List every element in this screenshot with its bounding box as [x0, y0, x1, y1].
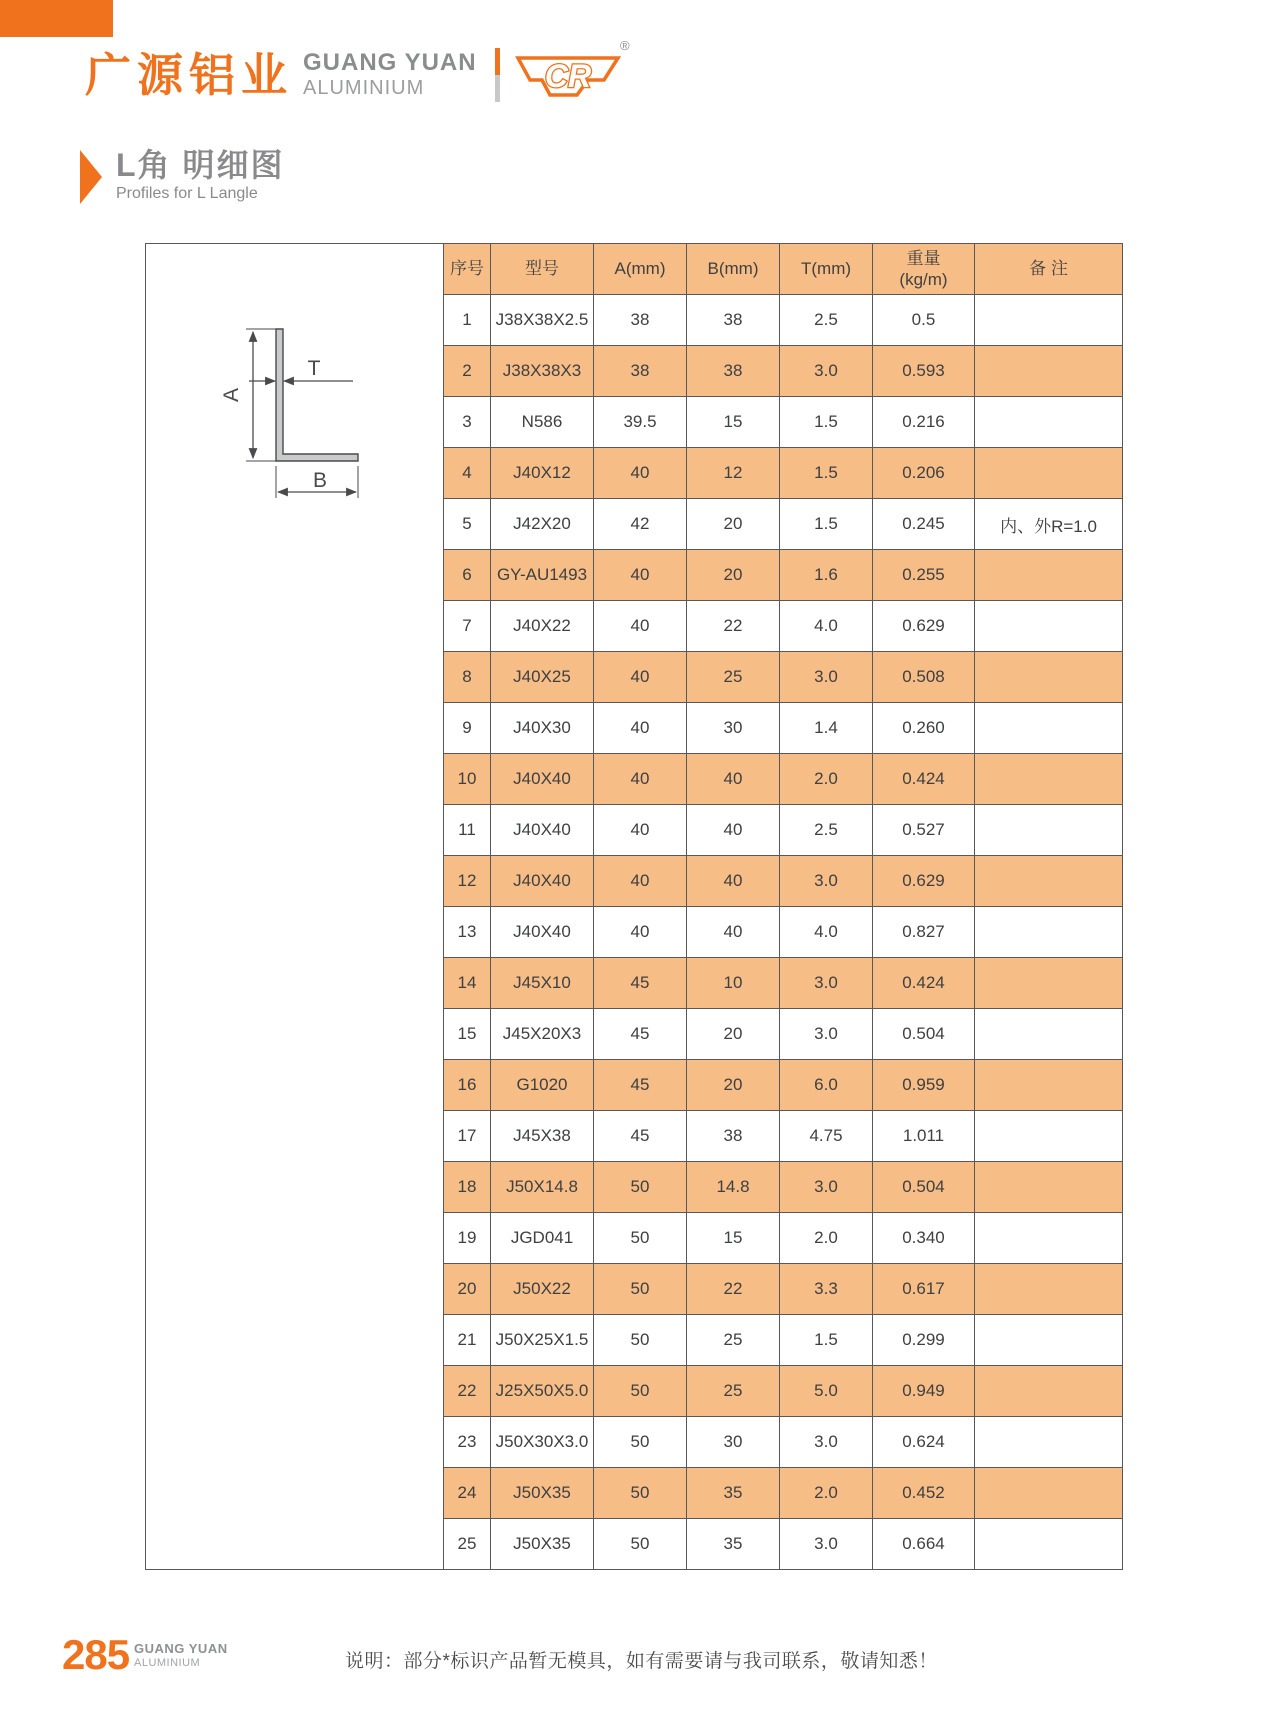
table-row: [444, 856, 1123, 907]
table-cell: 40: [687, 805, 780, 856]
table-row: [444, 907, 1123, 958]
table-row: [444, 1162, 1123, 1213]
table-cell: 1.5: [780, 397, 873, 448]
table-cell: 3.0: [780, 856, 873, 907]
table-cell: [975, 1009, 1123, 1060]
table-cell: 0.593: [873, 346, 975, 397]
table-cell: 0.206: [873, 448, 975, 499]
table-row: [444, 1468, 1123, 1519]
table-cell: 50: [594, 1366, 687, 1417]
table-row: [444, 1213, 1123, 1264]
brand-mark-icon: [514, 38, 630, 108]
content-area: [145, 243, 1123, 1570]
table-cell: J50X22: [491, 1264, 594, 1315]
table-cell: J40X40: [491, 805, 594, 856]
table-row: [444, 550, 1123, 601]
table-cell: 38: [687, 346, 780, 397]
table-cell: 25: [687, 1366, 780, 1417]
table-cell: 3.0: [780, 346, 873, 397]
table-cell: 0.629: [873, 601, 975, 652]
page-subtitle: Profiles for L Langle: [116, 185, 258, 203]
table-cell: J40X25: [491, 652, 594, 703]
table-row: [444, 397, 1123, 448]
brand-industry-en: ALUMINIUM: [303, 76, 425, 99]
table-cell: 11: [444, 805, 491, 856]
brand-header: [85, 38, 630, 108]
table-cell: J45X20X3: [491, 1009, 594, 1060]
table-cell: [975, 295, 1123, 346]
table-cell: 22: [444, 1366, 491, 1417]
table-cell: J42X20: [491, 499, 594, 550]
table-cell: 3.3: [780, 1264, 873, 1315]
table-cell: 0.527: [873, 805, 975, 856]
table-cell: 13: [444, 907, 491, 958]
table-cell: 45: [594, 958, 687, 1009]
table-cell: 3.0: [780, 1009, 873, 1060]
table-cell: 40: [687, 754, 780, 805]
table-cell: 30: [687, 703, 780, 754]
table-cell: 4.75: [780, 1111, 873, 1162]
table-cell: [975, 550, 1123, 601]
table-cell: 2.0: [780, 1213, 873, 1264]
table-cell: 38: [594, 295, 687, 346]
table-cell: 22: [687, 601, 780, 652]
table-cell: [975, 448, 1123, 499]
table-cell: [975, 1519, 1123, 1570]
triangle-marker-icon: [80, 150, 102, 204]
table-cell: 2.0: [780, 1468, 873, 1519]
table-cell: 1.5: [780, 448, 873, 499]
table-cell: 19: [444, 1213, 491, 1264]
table-cell: J25X50X5.0: [491, 1366, 594, 1417]
table-cell: 20: [687, 1009, 780, 1060]
table-cell: 40: [594, 448, 687, 499]
table-cell: J50X30X3.0: [491, 1417, 594, 1468]
table-row: [444, 1366, 1123, 1417]
profiles-table: [443, 243, 1123, 1570]
table-cell: 40: [687, 907, 780, 958]
table-cell: 40: [594, 601, 687, 652]
table-cell: [975, 1213, 1123, 1264]
table-cell: 0.949: [873, 1366, 975, 1417]
table-cell: 1.5: [780, 1315, 873, 1366]
table-cell: 50: [594, 1162, 687, 1213]
table-cell: [975, 397, 1123, 448]
table-cell: 18: [444, 1162, 491, 1213]
table-cell: 4.0: [780, 907, 873, 958]
table-cell: [975, 1417, 1123, 1468]
table-cell: 3: [444, 397, 491, 448]
table-cell: 2.5: [780, 805, 873, 856]
table-cell: 1.5: [780, 499, 873, 550]
table-row: [444, 703, 1123, 754]
table-cell: 0.260: [873, 703, 975, 754]
table-cell: J38X38X2.5: [491, 295, 594, 346]
table-cell: 3.0: [780, 1162, 873, 1213]
table-cell: 25: [687, 652, 780, 703]
table-cell: 0.617: [873, 1264, 975, 1315]
table-cell: [975, 1111, 1123, 1162]
table-cell: 14.8: [687, 1162, 780, 1213]
table-row: [444, 499, 1123, 550]
table-cell: 25: [444, 1519, 491, 1570]
table-cell: 1.4: [780, 703, 873, 754]
table-row: [444, 295, 1123, 346]
table-cell: 0.299: [873, 1315, 975, 1366]
table-cell: 45: [594, 1111, 687, 1162]
table-cell: 7: [444, 601, 491, 652]
table-cell: 2: [444, 346, 491, 397]
table-row: [444, 1060, 1123, 1111]
footer-note: 说明：部分*标识产品暂无模具，如有需要请与我司联系，敬请知悉！: [345, 1651, 938, 1672]
table-cell: 23: [444, 1417, 491, 1468]
column-header: B(mm): [687, 244, 780, 295]
table-cell: 50: [594, 1315, 687, 1366]
table-cell: 42: [594, 499, 687, 550]
corner-accent-block: [0, 0, 113, 37]
section-head: [80, 148, 284, 204]
table-cell: 17: [444, 1111, 491, 1162]
table-cell: 0.424: [873, 958, 975, 1009]
table-row: [444, 1009, 1123, 1060]
table-cell: J40X12: [491, 448, 594, 499]
table-cell: 50: [594, 1213, 687, 1264]
table-cell: 3.0: [780, 1417, 873, 1468]
table-cell: J40X40: [491, 856, 594, 907]
table-cell: 0.504: [873, 1009, 975, 1060]
table-cell: 25: [687, 1315, 780, 1366]
table-cell: 40: [594, 907, 687, 958]
table-cell: 38: [594, 346, 687, 397]
table-cell: 0.959: [873, 1060, 975, 1111]
table-cell: 2.0: [780, 754, 873, 805]
table-cell: [975, 1264, 1123, 1315]
table-cell: 6: [444, 550, 491, 601]
table-cell: J50X25X1.5: [491, 1315, 594, 1366]
column-header: A(mm): [594, 244, 687, 295]
table-cell: 40: [594, 703, 687, 754]
table-cell: 3.0: [780, 1519, 873, 1570]
page-number: 285: [62, 1631, 130, 1678]
table-cell: 50: [594, 1264, 687, 1315]
table-cell: 4.0: [780, 601, 873, 652]
table-cell: 3.0: [780, 958, 873, 1009]
table-cell: 1: [444, 295, 491, 346]
table-cell: J50X35: [491, 1468, 594, 1519]
table-row: [444, 1417, 1123, 1468]
table-cell: 38: [687, 295, 780, 346]
table-row: [444, 958, 1123, 1009]
table-cell: 40: [594, 805, 687, 856]
table-row: [444, 346, 1123, 397]
table-cell: [975, 856, 1123, 907]
table-cell: J40X30: [491, 703, 594, 754]
table-cell: 40: [594, 856, 687, 907]
column-header: 序号: [444, 244, 491, 295]
dimension-label-t: T: [307, 357, 321, 380]
brand-logo-en: [303, 50, 477, 99]
table-cell: [975, 703, 1123, 754]
table-cell: 38: [687, 1111, 780, 1162]
table-cell: [975, 958, 1123, 1009]
footer-brand-name: GUANG YUAN: [134, 1641, 228, 1656]
table-cell: 0.216: [873, 397, 975, 448]
table-cell: J40X40: [491, 754, 594, 805]
registered-symbol: ®: [619, 38, 630, 53]
table-row: [444, 448, 1123, 499]
table-cell: [975, 754, 1123, 805]
table-cell: 0.504: [873, 1162, 975, 1213]
column-header: T(mm): [780, 244, 873, 295]
table-cell: 0.5: [873, 295, 975, 346]
table-cell: 24: [444, 1468, 491, 1519]
table-cell: J40X40: [491, 907, 594, 958]
table-row: [444, 601, 1123, 652]
table-cell: J45X38: [491, 1111, 594, 1162]
table-cell: 0.508: [873, 652, 975, 703]
column-header: 重量 (kg/m): [873, 244, 975, 295]
table-cell: [975, 1366, 1123, 1417]
table-cell: 20: [444, 1264, 491, 1315]
table-cell: 35: [687, 1519, 780, 1570]
table-cell: 1.6: [780, 550, 873, 601]
table-cell: 22: [687, 1264, 780, 1315]
table-cell: [975, 652, 1123, 703]
l-profile-diagram: [146, 244, 442, 574]
table-cell: 5: [444, 499, 491, 550]
table-row: [444, 1264, 1123, 1315]
table-cell: 12: [687, 448, 780, 499]
table-cell: 40: [594, 652, 687, 703]
table-cell: [975, 1315, 1123, 1366]
table-cell: 0.452: [873, 1468, 975, 1519]
table-cell: JGD041: [491, 1213, 594, 1264]
table-cell: 0.664: [873, 1519, 975, 1570]
table-cell: 0.245: [873, 499, 975, 550]
brand-divider: [495, 48, 500, 102]
table-row: [444, 1519, 1123, 1570]
table-body: [444, 295, 1123, 1570]
table-cell: 0.624: [873, 1417, 975, 1468]
brand-name-en: GUANG YUAN: [303, 49, 477, 77]
table-cell: 50: [594, 1417, 687, 1468]
table-cell: 内、外R=1.0: [975, 499, 1123, 550]
table-row: [444, 652, 1123, 703]
table-cell: 14: [444, 958, 491, 1009]
table-row: [444, 805, 1123, 856]
table-cell: GY-AU1493: [491, 550, 594, 601]
table-cell: 9: [444, 703, 491, 754]
table-cell: [975, 1162, 1123, 1213]
brand-logo-cn: 广源铝业: [85, 49, 293, 101]
table-cell: 5.0: [780, 1366, 873, 1417]
table-cell: 3.0: [780, 652, 873, 703]
table-cell: N586: [491, 397, 594, 448]
table-cell: [975, 1060, 1123, 1111]
table-cell: 16: [444, 1060, 491, 1111]
table-cell: 15: [444, 1009, 491, 1060]
table-cell: 35: [687, 1468, 780, 1519]
column-header: 备 注: [975, 244, 1123, 295]
table-row: [444, 754, 1123, 805]
table-cell: 0.424: [873, 754, 975, 805]
table-cell: [975, 601, 1123, 652]
table-cell: [975, 805, 1123, 856]
table-cell: 50: [594, 1519, 687, 1570]
table-cell: 30: [687, 1417, 780, 1468]
table-cell: J38X38X3: [491, 346, 594, 397]
table-cell: G1020: [491, 1060, 594, 1111]
table-cell: [975, 1468, 1123, 1519]
table-cell: 0.827: [873, 907, 975, 958]
brand-mark-letters: CR: [544, 58, 591, 94]
table-cell: 40: [687, 856, 780, 907]
table-cell: 40: [594, 550, 687, 601]
footer-brand-industry: ALUMINIUM: [134, 1656, 201, 1669]
table-cell: 10: [687, 958, 780, 1009]
table-cell: 4: [444, 448, 491, 499]
table-cell: 0.629: [873, 856, 975, 907]
table-cell: 2.5: [780, 295, 873, 346]
table-cell: 10: [444, 754, 491, 805]
table-cell: 20: [687, 499, 780, 550]
column-header: 型号: [491, 244, 594, 295]
table-cell: 15: [687, 397, 780, 448]
dimension-label-b: B: [312, 469, 328, 492]
table-cell: 0.255: [873, 550, 975, 601]
table-cell: 45: [594, 1060, 687, 1111]
table-row: [444, 1315, 1123, 1366]
table-header-row: [444, 244, 1123, 295]
table-cell: 1.011: [873, 1111, 975, 1162]
table-cell: 15: [687, 1213, 780, 1264]
l-profile-shape: [276, 329, 358, 461]
page-title: L角 明细图: [116, 147, 285, 183]
table-cell: J50X14.8: [491, 1162, 594, 1213]
table-cell: J50X35: [491, 1519, 594, 1570]
table-cell: [975, 907, 1123, 958]
table-cell: 8: [444, 652, 491, 703]
table-cell: 21: [444, 1315, 491, 1366]
table-cell: J40X22: [491, 601, 594, 652]
footer-brand: [134, 1641, 228, 1670]
table-cell: 45: [594, 1009, 687, 1060]
table-cell: 6.0: [780, 1060, 873, 1111]
table-cell: 50: [594, 1468, 687, 1519]
table-cell: [975, 346, 1123, 397]
table-cell: 40: [594, 754, 687, 805]
table-cell: 20: [687, 550, 780, 601]
diagram-pane: [145, 243, 443, 1570]
table-row: [444, 1111, 1123, 1162]
table-cell: 39.5: [594, 397, 687, 448]
table-cell: 12: [444, 856, 491, 907]
table-cell: 20: [687, 1060, 780, 1111]
dimension-label-a: A: [220, 387, 243, 403]
table-cell: J45X10: [491, 958, 594, 1009]
table-cell: 0.340: [873, 1213, 975, 1264]
